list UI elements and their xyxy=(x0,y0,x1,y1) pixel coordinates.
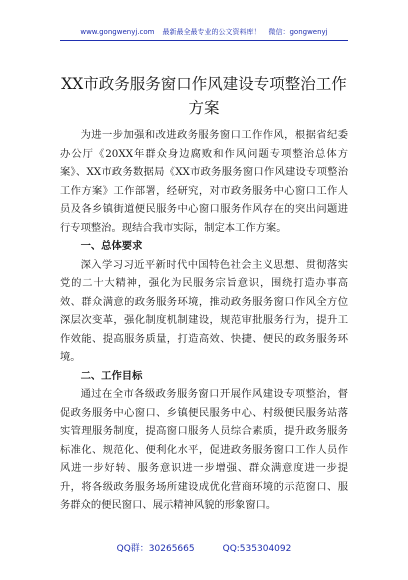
intro-paragraph: 为进一步加强和改进政务服务窗口工作作风，根据省纪委办公厅《20XX年群众身边腐败和作风问题专项整治总体方案》、XX市政务数据局《XX市政务服务窗口作风建设专项整治工作方案》工作部署，经研究，对市政务服务中心窗口工作人员及各乡镇街道便民服务中心窗口服务作风存在的突出问题进行专项整治。现结合我市实际，制定本工作方案。 xyxy=(60,129,348,234)
site-header xyxy=(0,27,408,37)
section-paragraph-work-goals: 通过在全市各级政务服务窗口开展作风建设专项整治，督促政务服务中心窗口、乡镇便民服务中心、村级便民服务站落实管理服务制度，提高窗口服务人员综合素质，提升政务服务标准化、规范化、便利化水平，促进政务服务窗口工作人员作风进一步好转、服务意识进一步增强、群众满意度进一步提升，将各级政务服务场所建设成优化营商环境的示范窗口、服务群众的便民窗口、展示精神风貌的形象窗口。 xyxy=(60,388,348,511)
document-body xyxy=(60,126,348,515)
document-title: XX市政务服务窗口作风建设专项整治工作方案 xyxy=(61,75,347,117)
page-footer xyxy=(0,541,408,554)
qq-contact-link[interactable]: QQ:535304092 xyxy=(222,544,292,554)
section-heading-general-requirements: 一、总体要求 xyxy=(80,240,143,252)
qq-group-link[interactable]: QQ群：30265665 xyxy=(116,544,195,554)
wechat-id: 微信：gongwenyj xyxy=(268,28,328,36)
section-paragraph-general-requirements: 深入学习习近平新时代中国特色社会主义思想、贯彻落实党的二十大精神，强化为民服务宗旨意识，围绕打造办事高效、群众满意的政务服务环境，推动政务服务窗口作风全方位深层次变革，强化制度机制建设，规范审批服务行为，提升工作效能、提高服务质量，打造高效、快捷、便民的政务服务环境。 xyxy=(60,258,348,363)
header-divider xyxy=(60,40,348,41)
site-slogan: 最新最全最专业的公文资料库！ xyxy=(162,28,261,36)
site-url-link[interactable]: www.gongwenyj.com xyxy=(80,28,155,36)
section-heading-work-goals: 二、工作目标 xyxy=(80,369,143,382)
